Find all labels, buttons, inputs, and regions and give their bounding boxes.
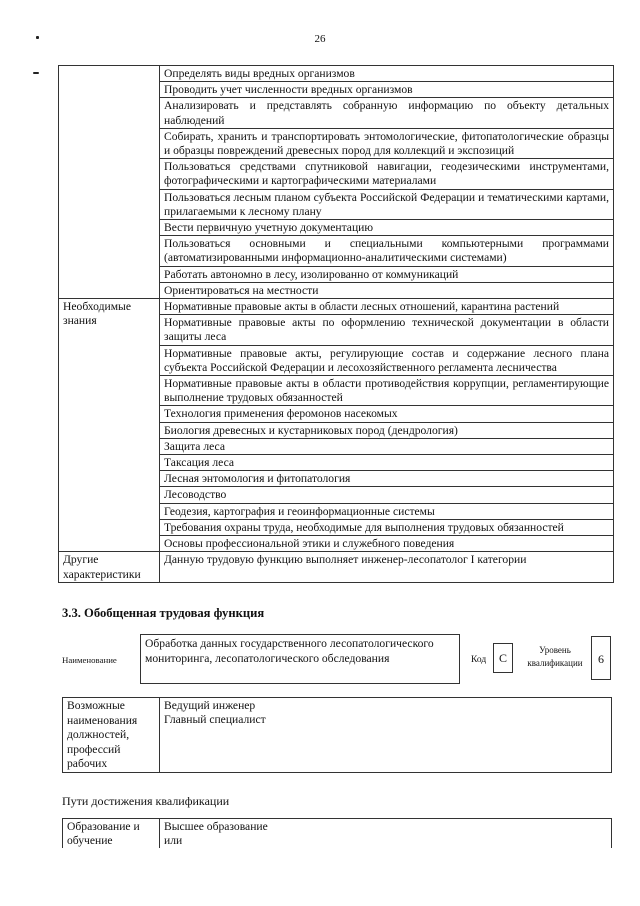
skill-row: Определять виды вредных организмов	[160, 66, 614, 82]
skill-row: Пользоваться лесным планом субъекта Российской Федерации и тематическими картами, прилагаемыми к лесному плану	[160, 189, 614, 219]
knowledge-row: Основы профессиональной этики и служебного поведения	[160, 536, 614, 552]
skill-row: Проводить учет численности вредных организмов	[160, 82, 614, 98]
knowledge-row: Нормативные правовые акты, регулирующие состав и содержание лесного плана субъекта Российской Федерации и лесохозяйственного регламента лесничества	[160, 345, 614, 375]
skill-row: Пользоваться основными и специальными компьютерными программами (автоматизированными информационно-аналитическими системами)	[160, 236, 614, 266]
positions-value-cell	[160, 698, 612, 773]
skill-row: Анализировать и представлять собранную информацию по объекту детальных наблюдений	[160, 98, 614, 128]
other-label: Другие характеристики	[59, 552, 160, 582]
scan-speck	[33, 72, 39, 74]
name-label: Наименование	[62, 655, 117, 665]
skill-row: Собирать, хранить и транспортировать энтомологические, фитопатологические образцы и образцы повреждений древесных пород для коллекций и экспозиций	[160, 128, 614, 158]
other-value: Данную трудовую функцию выполняет инженер-лесопатолог I категории	[160, 552, 614, 582]
education-label: Образование и обучение	[63, 819, 160, 849]
knowledge-row: Лесоводство	[160, 487, 614, 503]
skills-label-cell	[59, 66, 160, 299]
knowledge-row: Таксация леса	[160, 455, 614, 471]
education-item: Высшее образование	[164, 820, 268, 833]
education-item: или	[164, 834, 183, 848]
education-table	[62, 818, 612, 848]
knowledge-row: Нормативные правовые акты в области лесных отношений, карантина растений	[160, 299, 614, 315]
knowledge-row: Требования охраны труда, необходимые для выполнения трудовых обязанностей	[160, 519, 614, 535]
knowledge-row: Защита леса	[160, 438, 614, 454]
positions-label: Возможные наименования должностей, профессий рабочих	[63, 698, 160, 773]
knowledge-row: Нормативные правовые акты по оформлению технической документации в области защиты леса	[160, 315, 614, 345]
knowledge-row: Геодезия, картография и геоинформационные системы	[160, 503, 614, 519]
knowledge-row: Биология древесных и кустарниковых пород (дендрология)	[160, 422, 614, 438]
knowledge-row: Лесная энтомология и фитопатология	[160, 471, 614, 487]
section-title: 3.3. Обобщенная трудовая функция	[62, 606, 265, 620]
education-value-cell	[160, 819, 612, 849]
skill-row: Вести первичную учетную документацию	[160, 220, 614, 236]
level-label: Уровень квалификации	[527, 645, 583, 668]
code-value: C	[493, 643, 513, 673]
knowledge-label: Необходимые знания	[59, 299, 160, 552]
skill-row: Ориентироваться на местности	[160, 282, 614, 298]
knowledge-row: Технология применения феромонов насекомых	[160, 406, 614, 422]
page-number: 26	[314, 33, 326, 45]
name-value: Обработка данных государственного лесопатологического мониторинга, лесопатологического обследования	[140, 634, 460, 684]
requirements-table	[58, 65, 614, 583]
level-value: 6	[591, 636, 611, 680]
position-item: Ведущий инженер	[164, 699, 256, 712]
knowledge-row: Нормативные правовые акты в области противодействия коррупции, регламентирующие выполнение трудовых обязанностей	[160, 376, 614, 406]
code-label: Код	[471, 655, 487, 665]
positions-table	[62, 697, 612, 773]
skill-row: Пользоваться средствами спутниковой навигации, геодезическими инструментами, фотографическими и картографическими материалами	[160, 159, 614, 189]
skill-row: Работать автономно в лесу, изолированно от коммуникаций	[160, 266, 614, 282]
paths-title: Пути достижения квалификации	[62, 794, 230, 808]
position-item: Главный специалист	[164, 713, 266, 727]
